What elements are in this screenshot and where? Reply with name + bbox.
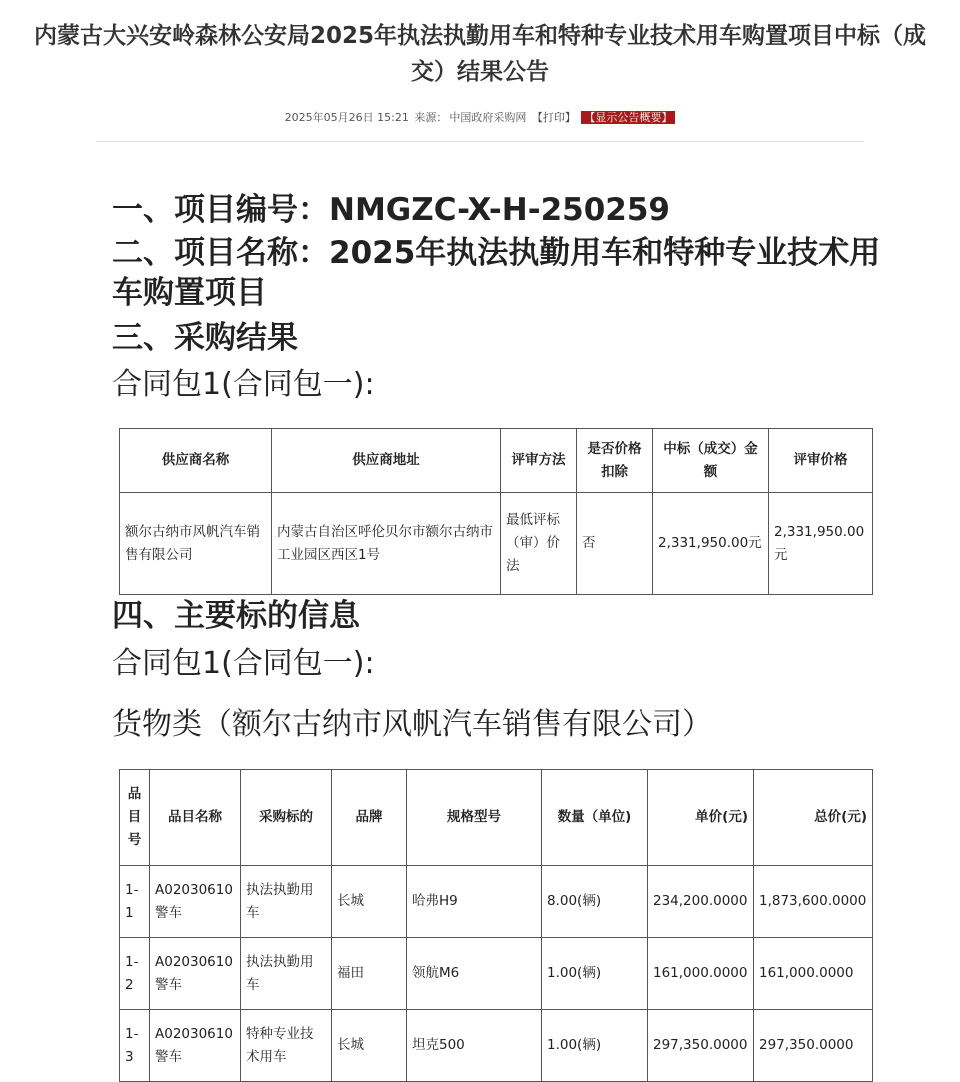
goods-info-table: [119, 769, 873, 1082]
item-name-cell: A02030610警车: [150, 866, 241, 938]
item-name-cell: A02030610警车: [150, 1010, 241, 1082]
table-row: [120, 866, 873, 938]
item-name-cell: A02030610警车: [150, 938, 241, 1010]
column-header: 评审价格: [769, 429, 873, 493]
total-price-cell: 161,000.0000: [754, 938, 873, 1010]
column-header: 品目名称: [150, 770, 241, 866]
contract-package-label-2: 合同包1(合同包一):: [112, 646, 375, 681]
column-header: 评审方法: [501, 429, 577, 493]
brand-cell: 长城: [332, 1010, 407, 1082]
model-cell: 哈弗H9: [407, 866, 542, 938]
print-link[interactable]: 【打印】: [531, 111, 576, 124]
column-header: 规格型号: [407, 770, 542, 866]
subject-cell: 特种专业技术用车: [241, 1010, 332, 1082]
item-no-cell: 1-2: [120, 938, 150, 1010]
review-method-cell: 最低评标（审）价法: [501, 493, 577, 595]
model-cell: 坦克500: [407, 1010, 542, 1082]
article-meta: [0, 110, 960, 126]
supplier-name-cell: 额尔古纳市风帆汽车销售有限公司: [120, 493, 272, 595]
supplier-address-cell: 内蒙古自治区呼伦贝尔市额尔古纳市工业园区西区1号: [272, 493, 501, 595]
column-header: 品目号: [120, 770, 150, 866]
total-price-cell: 1,873,600.0000: [754, 866, 873, 938]
subject-cell: 执法执勤用车: [241, 938, 332, 1010]
column-header: 中标（成交）金额: [653, 429, 769, 493]
model-cell: 领航M6: [407, 938, 542, 1010]
quantity-cell: 8.00(辆): [542, 866, 648, 938]
column-header: 供应商名称: [120, 429, 272, 493]
goods-category-heading: 货物类（额尔古纳市风帆汽车销售有限公司）: [112, 707, 712, 742]
table-row: [120, 938, 873, 1010]
column-header: 数量（单位): [542, 770, 648, 866]
item-no-cell: 1-1: [120, 866, 150, 938]
column-header: 采购标的: [241, 770, 332, 866]
project-name-heading: 二、项目名称：2025年执法执勤用车和特种专业技术用车购置项目: [112, 235, 881, 311]
item-no-cell: 1-3: [120, 1010, 150, 1082]
procurement-result-table: [119, 428, 873, 595]
column-header: 总价(元): [754, 770, 873, 866]
column-header: 单价(元): [648, 770, 754, 866]
price-deduction-cell: 否: [577, 493, 653, 595]
brand-cell: 福田: [332, 938, 407, 1010]
review-price-cell: 2,331,950.00元: [769, 493, 873, 595]
title-divider: [96, 141, 864, 142]
article-title: 内蒙古大兴安岭森林公安局2025年执法执勤用车和特种专业技术用车购置项目中标（成交）结果公告: [33, 23, 926, 85]
award-amount-cell: 2,331,950.00元: [653, 493, 769, 595]
show-summary-button[interactable]: 【显示公告概要】: [581, 111, 675, 124]
column-header: 供应商地址: [272, 429, 501, 493]
main-subject-info-heading: 四、主要标的信息: [112, 598, 360, 634]
procurement-result-heading: 三、采购结果: [112, 320, 298, 356]
unit-price-cell: 161,000.0000: [648, 938, 754, 1010]
table-header-row: [120, 429, 873, 493]
unit-price-cell: 234,200.0000: [648, 866, 754, 938]
column-header: 品牌: [332, 770, 407, 866]
subject-cell: 执法执勤用车: [241, 866, 332, 938]
table-row: [120, 1010, 873, 1082]
source-name: 中国政府采购网: [449, 111, 527, 124]
column-header: 是否价格扣除: [577, 429, 653, 493]
publish-date: 2025年05月26日 15:21: [284, 111, 409, 124]
quantity-cell: 1.00(辆): [542, 938, 648, 1010]
quantity-cell: 1.00(辆): [542, 1010, 648, 1082]
table-header-row: [120, 770, 873, 866]
source-label: 来源：: [414, 111, 448, 124]
unit-price-cell: 297,350.0000: [648, 1010, 754, 1082]
brand-cell: 长城: [332, 866, 407, 938]
project-number-heading: 一、项目编号：NMGZC-X-H-250259: [112, 192, 670, 228]
table-row: [120, 493, 873, 595]
total-price-cell: 297,350.0000: [754, 1010, 873, 1082]
contract-package-label: 合同包1(合同包一):: [112, 367, 375, 402]
